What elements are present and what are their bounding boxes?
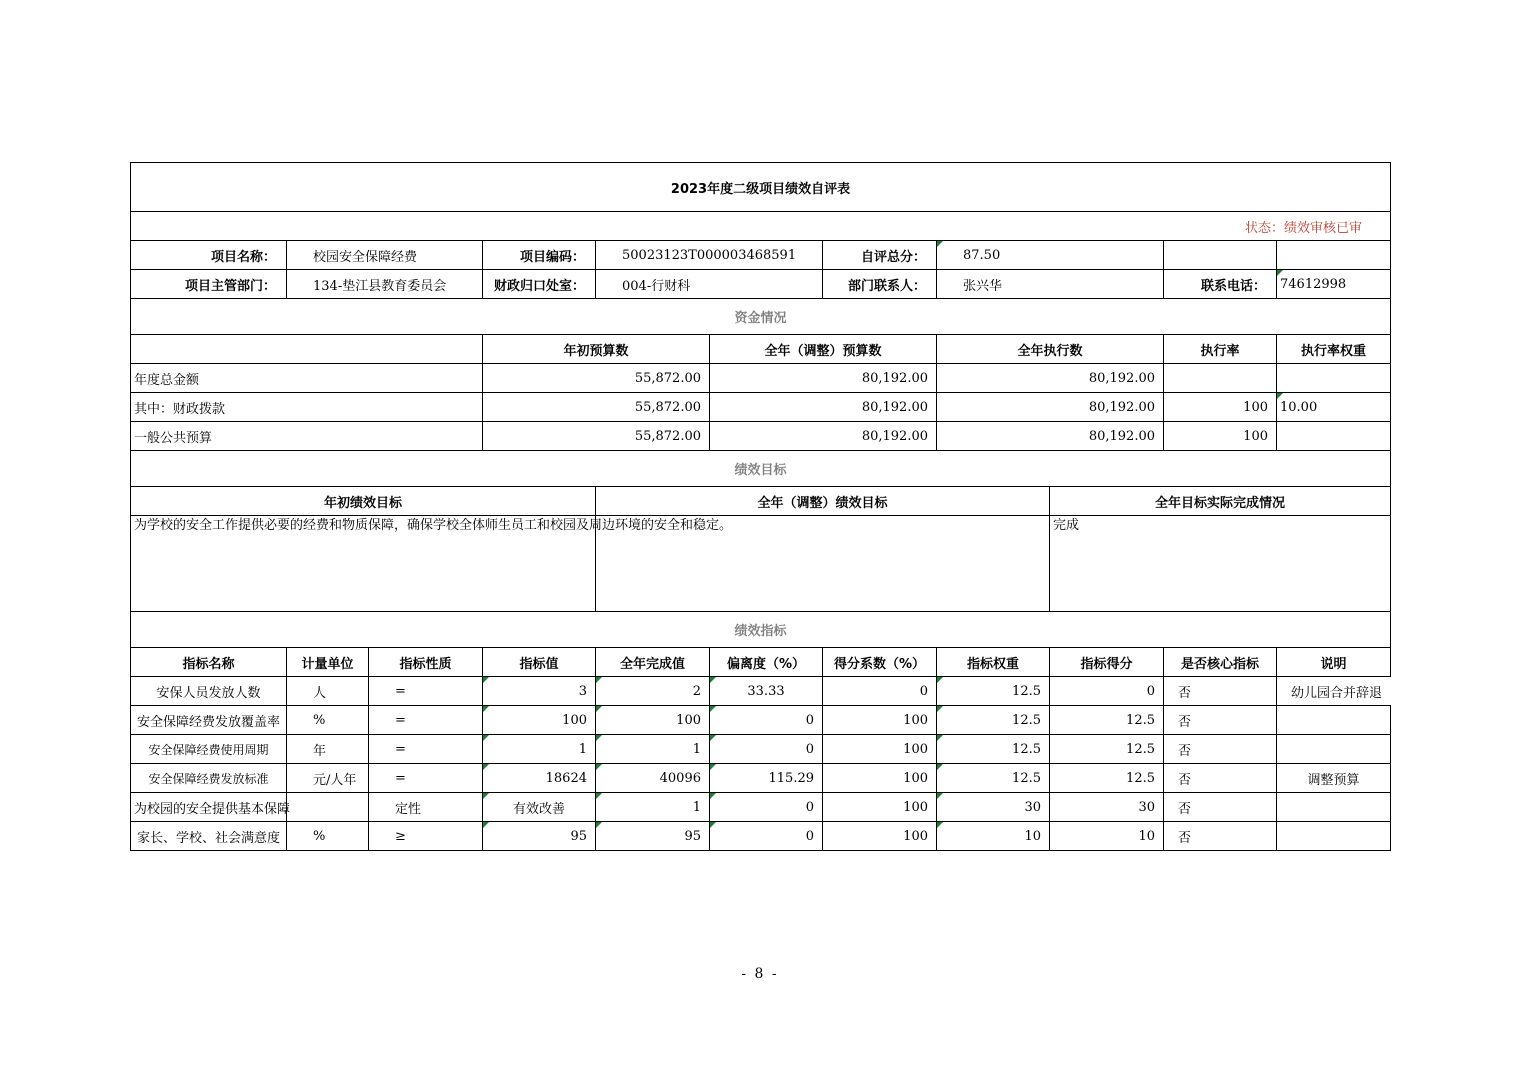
ind-header-name: 指标名称 <box>131 648 287 677</box>
ind-core: 否 <box>1164 822 1277 851</box>
project-code-label: 项目编码： <box>483 241 596 270</box>
ind-score: 12.5 <box>1050 764 1164 793</box>
ind-coef: 100 <box>823 822 937 851</box>
ind-score: 30 <box>1050 793 1164 822</box>
ind-coef: 0 <box>823 677 937 706</box>
funds-row <box>131 393 1391 422</box>
ind-note <box>1277 793 1391 822</box>
ind-note <box>1277 735 1391 764</box>
ind-score: 12.5 <box>1050 706 1164 735</box>
ind-dev: 0 <box>710 822 823 851</box>
ind-note <box>1277 706 1391 735</box>
ind-dev: 0 <box>710 735 823 764</box>
ind-header-note: 说明 <box>1277 648 1391 677</box>
phone-label: 联系电话： <box>1164 270 1277 299</box>
goal-initial-text: 为学校的安全工作提供必要的经费和物质保障，确保学校全体师生员工和校园及周边环境的安全和稳定。 <box>131 516 596 612</box>
ind-score: 12.5 <box>1050 735 1164 764</box>
ind-weight: 12.5 <box>937 677 1050 706</box>
ind-value: 95 <box>483 822 596 851</box>
ind-header-done: 全年完成值 <box>596 648 710 677</box>
ind-score: 10 <box>1050 822 1164 851</box>
indicator-row <box>131 822 1391 851</box>
funds-row-rate <box>1164 364 1277 393</box>
funds-row-rate: 100 <box>1164 422 1277 451</box>
ind-name: 安全保障经费使用周期 <box>131 735 287 764</box>
goals-header-initial: 年初绩效目标 <box>131 487 596 516</box>
ind-value: 18624 <box>483 764 596 793</box>
ind-note <box>1277 822 1391 851</box>
ind-weight: 30 <box>937 793 1050 822</box>
ind-coef: 100 <box>823 735 937 764</box>
goals-section-title: 绩效目标 <box>131 451 1391 487</box>
funds-row-adjusted: 80,192.00 <box>710 422 937 451</box>
funds-header-executed: 全年执行数 <box>937 335 1164 364</box>
total-score-label: 自评总分： <box>823 241 937 270</box>
dept-value: 134-垫江县教育委员会 <box>287 270 483 299</box>
project-name-label: 项目名称： <box>131 241 287 270</box>
ind-weight: 12.5 <box>937 706 1050 735</box>
ind-header-value: 指标值 <box>483 648 596 677</box>
total-score-value: 87.50 <box>937 241 1164 270</box>
funds-row-executed: 80,192.00 <box>937 422 1164 451</box>
funds-row <box>131 422 1391 451</box>
ind-header-coef: 得分系数（%） <box>823 648 937 677</box>
ind-name: 为校园的安全提供基本保障 <box>131 793 287 822</box>
ind-core: 否 <box>1164 735 1277 764</box>
funds-row-weight: 10.00 <box>1277 393 1391 422</box>
ind-value: 100 <box>483 706 596 735</box>
project-name-value: 校园安全保障经费 <box>287 241 483 270</box>
ind-nature: = <box>369 735 483 764</box>
funds-header-initial: 年初预算数 <box>483 335 710 364</box>
ind-dev: 0 <box>710 706 823 735</box>
ind-unit: 元/人年 <box>287 764 369 793</box>
empty-cell <box>1277 241 1391 270</box>
ind-dev: 33.33 <box>710 677 823 706</box>
ind-note: 幼儿园合并辞退 <box>1277 677 1391 706</box>
info-row-1 <box>131 241 1391 270</box>
ind-nature: = <box>369 677 483 706</box>
ind-header-dev: 偏离度（%） <box>710 648 823 677</box>
ind-header-unit: 计量单位 <box>287 648 369 677</box>
ind-name: 安全保障经费发放覆盖率 <box>131 706 287 735</box>
ind-dev: 0 <box>710 793 823 822</box>
funds-row-initial: 55,872.00 <box>483 422 710 451</box>
ind-done: 40096 <box>596 764 710 793</box>
empty-cell <box>1164 241 1277 270</box>
ind-name: 安保人员发放人数 <box>131 677 287 706</box>
goals-header-actual: 全年目标实际完成情况 <box>1050 487 1391 516</box>
ind-unit: % <box>287 822 369 851</box>
ind-coef: 100 <box>823 706 937 735</box>
indicator-row <box>131 706 1391 735</box>
funds-row-name: 年度总金额 <box>131 364 483 393</box>
ind-done: 100 <box>596 706 710 735</box>
funds-section-title: 资金情况 <box>131 299 1391 335</box>
ind-coef: 100 <box>823 764 937 793</box>
ind-done: 1 <box>596 793 710 822</box>
ind-unit: 年 <box>287 735 369 764</box>
indicator-row <box>131 793 1391 822</box>
indicator-row <box>131 677 1391 706</box>
ind-name: 安全保障经费发放标准 <box>131 764 287 793</box>
funds-header-adjusted: 全年（调整）预算数 <box>710 335 937 364</box>
funds-row-initial: 55,872.00 <box>483 364 710 393</box>
funds-row-executed: 80,192.00 <box>937 364 1164 393</box>
funds-row-weight <box>1277 422 1391 451</box>
ind-weight: 10 <box>937 822 1050 851</box>
ind-core: 否 <box>1164 706 1277 735</box>
ind-unit: 人 <box>287 677 369 706</box>
ind-header-core: 是否核心指标 <box>1164 648 1277 677</box>
ind-core: 否 <box>1164 677 1277 706</box>
indicator-row <box>131 735 1391 764</box>
ind-value: 有效改善 <box>483 793 596 822</box>
status-badge: 状态：绩效审核已审 <box>131 212 1391 241</box>
dept-label: 项目主管部门： <box>131 270 287 299</box>
ind-value: 1 <box>483 735 596 764</box>
goal-adjusted-text <box>596 516 1050 612</box>
ind-nature: 定性 <box>369 793 483 822</box>
phone-value: 74612998 <box>1277 270 1391 299</box>
info-row-2 <box>131 270 1391 299</box>
self-evaluation-table <box>130 162 1391 851</box>
goals-header-adjusted: 全年（调整）绩效目标 <box>596 487 1050 516</box>
ind-nature: = <box>369 764 483 793</box>
goals-content-row <box>131 516 1391 612</box>
funds-corner-cell <box>131 335 483 364</box>
ind-header-weight: 指标权重 <box>937 648 1050 677</box>
funds-header-row <box>131 335 1391 364</box>
page-title: 2023年度二级项目绩效自评表 <box>131 163 1391 212</box>
ind-unit: % <box>287 706 369 735</box>
funds-row-adjusted: 80,192.00 <box>710 393 937 422</box>
ind-done: 2 <box>596 677 710 706</box>
ind-core: 否 <box>1164 764 1277 793</box>
finance-label: 财政归口处室： <box>483 270 596 299</box>
project-code-value: 50023123T000003468591 <box>596 241 823 270</box>
funds-row-name: 一般公共预算 <box>131 422 483 451</box>
ind-done: 95 <box>596 822 710 851</box>
ind-weight: 12.5 <box>937 764 1050 793</box>
ind-note: 调整预算 <box>1277 764 1391 793</box>
ind-score: 0 <box>1050 677 1164 706</box>
ind-name: 家长、学校、社会满意度 <box>131 822 287 851</box>
finance-value: 004-行财科 <box>596 270 823 299</box>
ind-header-score: 指标得分 <box>1050 648 1164 677</box>
funds-header-rate: 执行率 <box>1164 335 1277 364</box>
funds-row <box>131 364 1391 393</box>
ind-nature: ≥ <box>369 822 483 851</box>
ind-value: 3 <box>483 677 596 706</box>
funds-row-adjusted: 80,192.00 <box>710 364 937 393</box>
indicators-header-row <box>131 648 1391 677</box>
ind-dev: 115.29 <box>710 764 823 793</box>
funds-row-rate: 100 <box>1164 393 1277 422</box>
ind-weight: 12.5 <box>937 735 1050 764</box>
funds-header-weight: 执行率权重 <box>1277 335 1391 364</box>
funds-row-weight <box>1277 364 1391 393</box>
ind-core: 否 <box>1164 793 1277 822</box>
ind-done: 1 <box>596 735 710 764</box>
ind-unit <box>287 793 369 822</box>
contact-label: 部门联系人： <box>823 270 937 299</box>
funds-row-executed: 80,192.00 <box>937 393 1164 422</box>
ind-coef: 100 <box>823 793 937 822</box>
goals-header-row <box>131 487 1391 516</box>
funds-row-initial: 55,872.00 <box>483 393 710 422</box>
ind-header-nature: 指标性质 <box>369 648 483 677</box>
page-number: - 8 - <box>741 966 779 982</box>
ind-nature: = <box>369 706 483 735</box>
indicators-section-title: 绩效指标 <box>131 612 1391 648</box>
funds-row-name: 其中：财政拨款 <box>131 393 483 422</box>
indicator-row <box>131 764 1391 793</box>
contact-value: 张兴华 <box>937 270 1164 299</box>
goal-actual-text: 完成 <box>1050 516 1391 612</box>
